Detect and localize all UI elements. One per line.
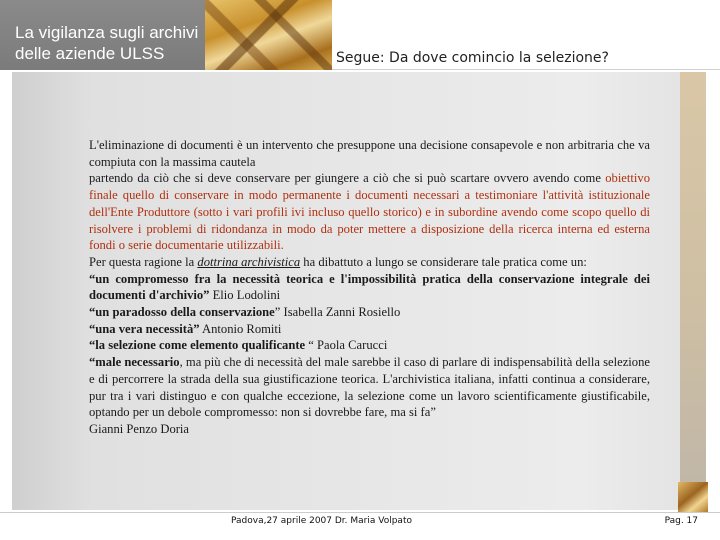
- panel-edge-decoration: [680, 72, 706, 510]
- header-title-box: [0, 0, 205, 70]
- quote-author: Antonio Romiti: [199, 321, 282, 336]
- quote-text: “un compromesso fra la necessità teorica e l'impossibilità pratica della conservazione integrale dei documenti d'archivio”: [89, 271, 650, 303]
- quote-penzo-doria: [89, 354, 650, 421]
- doctrine-pre: Per questa ragione la: [89, 254, 198, 269]
- slide-subtitle: Segue: Da dove comincio la selezione?: [336, 50, 609, 66]
- page-number: Pag. 17: [664, 516, 698, 526]
- quote-text: “un paradosso della conservazione: [89, 305, 275, 320]
- quote-author-penzo-doria: Gianni Penzo Doria: [89, 421, 190, 436]
- quote-author: Elio Lodolini: [209, 288, 281, 303]
- quote-author: “ Paola Carucci: [305, 338, 388, 353]
- paragraph-doctrine: [89, 254, 650, 271]
- header: [0, 0, 720, 70]
- quote-body: , ma più che di necessità del male sarebbe il caso di parlare di indispensabilità della selezione e di percorrere la strada della sua giustificazione teorica. L'archivistica italiana, infatti continua a considerare, pur tra i vari distinguo e con qualche eccezione, la selezione come un lavoro scientificamente giustificabile, optando per un debole compromesso: non si dovrebbe fare, ma si fa”: [89, 355, 650, 420]
- quote-lodolini: [89, 271, 650, 304]
- quote-author: ” Isabella Zanni Rosiello: [274, 305, 401, 320]
- doctrine-post: ha dibattuto a lungo se considerare tale pratica come un:: [300, 254, 587, 269]
- doctrine-link[interactable]: dottrina archivistica: [197, 254, 301, 269]
- header-archive-photo: [205, 0, 332, 70]
- quote-text: “la selezione come elemento qualificante: [89, 338, 306, 353]
- slide-body: [89, 137, 650, 438]
- paragraph-intro: L'eliminazione di documenti è un intervento che presuppone una decisione consapevole e non arbitraria che va compiuta con la massima cautela: [89, 138, 650, 169]
- objective-highlight: obiettivo finale quello di conservare in modo permanente i documenti necessari a testimoniare l'attività istituzionale dell'Ente Produttore (sotto i vari profili ivi incluso quello storico) e in subordine avendo come scopo quello di risolvere i problemi di ridondanza in modo da poter mettere a disposizione della ricerca interna ed esterna fondi o serie documentarie utilizzabili.: [89, 171, 650, 253]
- header-divider: [332, 69, 720, 70]
- objective-lead: partendo da ciò che si deve conservare per giungere a ciò che si può scartare ovvero avendo come: [89, 171, 606, 186]
- quote-zanni-rosiello: [89, 304, 650, 321]
- quote-carucci: [89, 337, 650, 354]
- footer-corner-image: [678, 482, 708, 512]
- footer-divider: [0, 512, 720, 513]
- footer-text: Padova,27 aprile 2007 Dr. Maria Volpato: [231, 516, 412, 526]
- presentation-title: La vigilanza sugli archivi delle aziende ULSS: [15, 23, 199, 63]
- paragraph-objective: [89, 170, 650, 254]
- quote-romiti: [89, 321, 650, 338]
- quote-text: “una vera necessità”: [89, 321, 200, 336]
- quote-text: “male necessario: [89, 355, 180, 370]
